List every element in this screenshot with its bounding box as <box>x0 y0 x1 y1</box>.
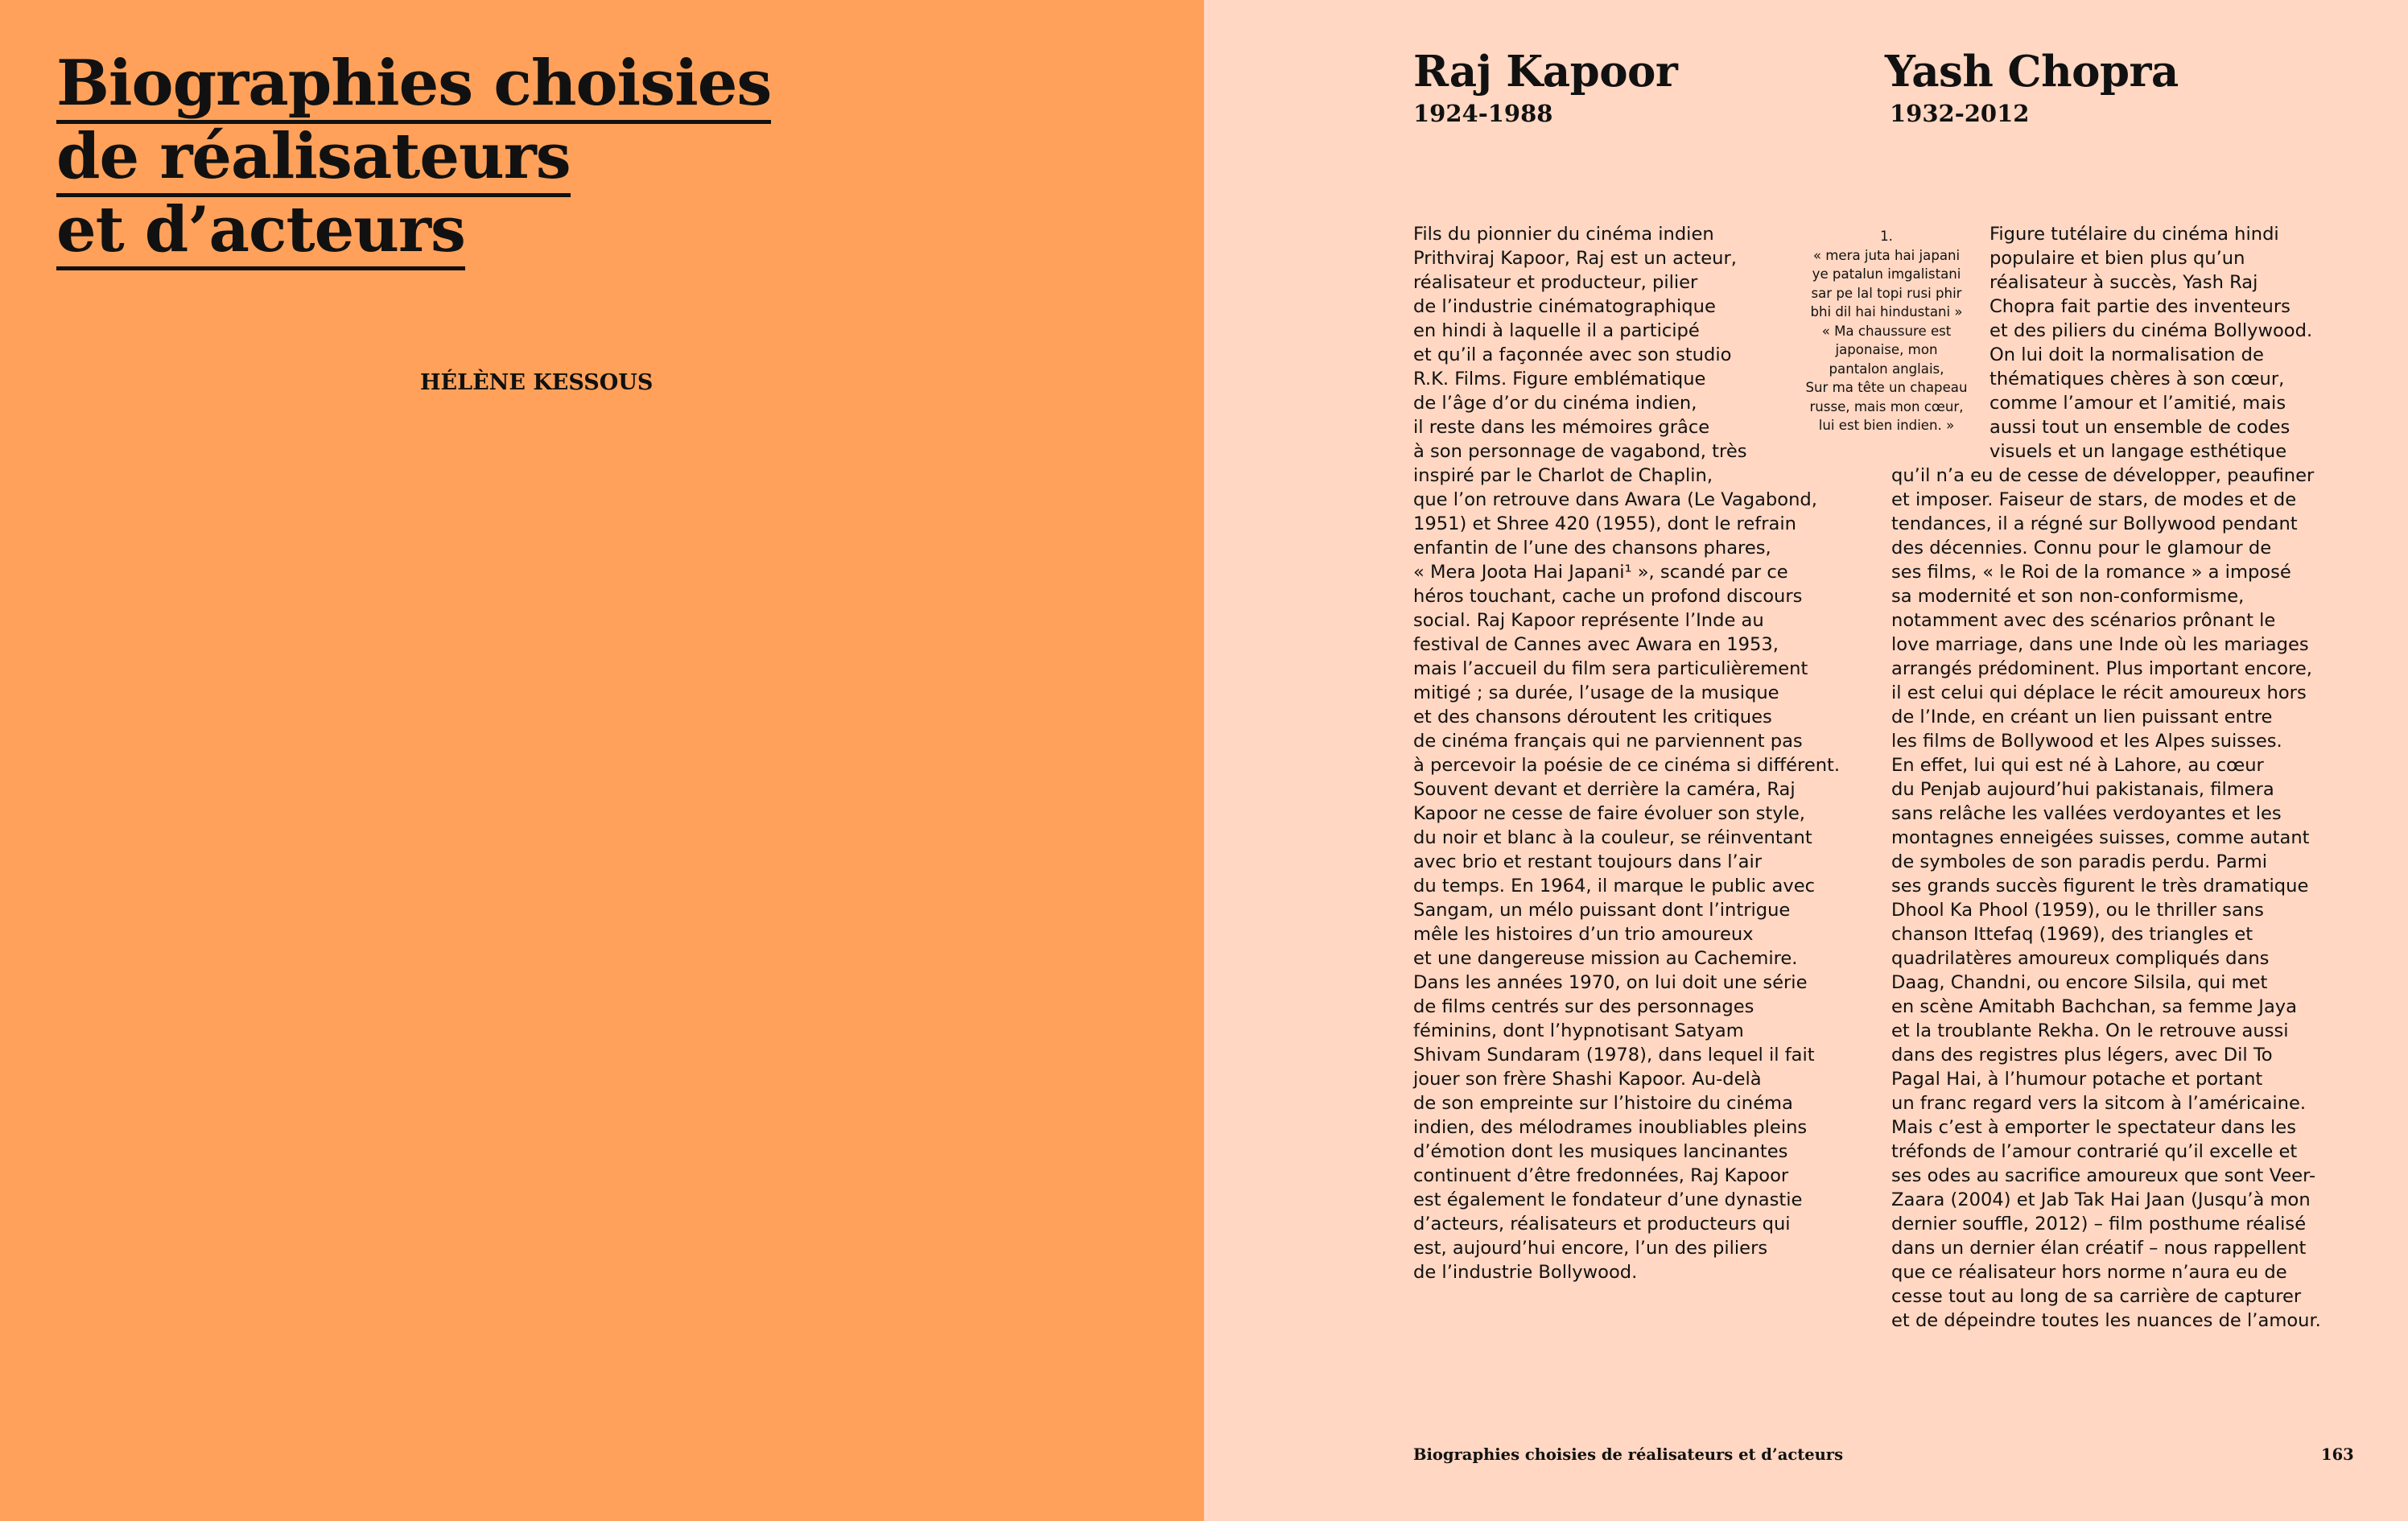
text-line: féminins, dont l’hypnotisant Satyam <box>1413 1020 1744 1041</box>
text-line: arrangés prédominent. Plus important encore, <box>1891 658 2312 679</box>
text-line: et de dépeindre toutes les nuances de l’amour. <box>1891 1310 2321 1331</box>
footnote-line: bhi dil hai hindustani » <box>1810 304 1963 319</box>
text-line: du Penjab aujourd’hui pakistanais, filmera <box>1891 779 2274 800</box>
text-line: chanson Ittefaq (1969), des triangles et <box>1891 924 2253 945</box>
yash-chopra-biography-intro <box>1989 222 2312 464</box>
yash-chopra-name: Yash Chopra <box>1885 47 2179 97</box>
text-line: festival de Cannes avec Awara en 1953, <box>1413 634 1779 655</box>
text-line: du temps. En 1964, il marque le public avec <box>1413 876 1816 897</box>
text-line: du noir et blanc à la couleur, se réinventant <box>1413 827 1812 848</box>
running-footer: Biographies choisies de réalisateurs et d’acteurs <box>1413 1445 1844 1464</box>
raj-kapoor-dates: 1924-1988 <box>1413 100 1553 127</box>
text-line: Sangam, un mélo puissant dont l’intrigue <box>1413 900 1791 921</box>
yash-chopra-dates: 1932-2012 <box>1890 100 2030 127</box>
main-title <box>56 47 771 266</box>
text-line: On lui doit la normalisation de <box>1989 344 2264 365</box>
text-line: Shivam Sundaram (1978), dans lequel il fait <box>1413 1045 1815 1066</box>
text-line: Pagal Hai, à l’humour potache et portant <box>1891 1069 2263 1090</box>
text-line: mais l’accueil du film sera particulièrement <box>1413 658 1808 679</box>
text-line: indien, des mélodrames inoubliables pleins <box>1413 1117 1808 1138</box>
text-line: que ce réalisateur hors norme n’aura eu de <box>1891 1262 2287 1283</box>
text-line: d’émotion dont les musiques lancinantes <box>1413 1141 1788 1162</box>
text-line: Chopra fait partie des inventeurs <box>1989 296 2290 317</box>
text-line: un franc regard vers la sitcom à l’américaine. <box>1891 1093 2307 1114</box>
text-line: tréfonds de l’amour contrarié qu’il excelle et <box>1891 1141 2298 1162</box>
text-line: et la troublante Rekha. On le retrouve aussi <box>1891 1020 2289 1041</box>
text-line: notamment avec des scénarios prônant le <box>1891 610 2276 631</box>
text-line: en scène Amitabh Bachchan, sa femme Jaya <box>1891 996 2298 1017</box>
text-line: montagnes enneigées suisses, comme autant <box>1891 827 2310 848</box>
text-line: réalisateur à succès, Yash Raj <box>1989 272 2258 293</box>
text-line: sans relâche les vallées verdoyantes et les <box>1891 803 2282 824</box>
text-line: qu’il n’a eu de cesse de développer, peaufiner <box>1891 465 2315 486</box>
text-line: enfantin de l’une des chansons phares, <box>1413 538 1771 559</box>
text-line: jouer son frère Shashi Kapoor. Au-delà <box>1413 1069 1762 1090</box>
text-line: ses films, « le Roi de la romance » a imposé <box>1891 562 2291 583</box>
text-line: ses odes au sacrifice amoureux que sont Veer- <box>1891 1165 2316 1186</box>
text-line: mêle les histoires d’un trio amoureux <box>1413 924 1754 945</box>
text-line: de cinéma français qui ne parviennent pas <box>1413 731 1803 752</box>
text-line: thématiques chères à son cœur, <box>1989 369 2285 390</box>
text-line: cesse tout au long de sa carrière de capturer <box>1891 1286 2302 1307</box>
text-line: de l’Inde, en créant un lien puissant entre <box>1891 707 2273 728</box>
text-line: et imposer. Faiseur de stars, de modes et de <box>1891 489 2297 510</box>
text-line: Fils du pionnier du cinéma indien <box>1413 224 1714 245</box>
footnote <box>1790 227 1983 435</box>
text-line: comme l’amour et l’amitié, mais <box>1989 393 2286 414</box>
text-line: à son personnage de vagabond, très <box>1413 441 1747 462</box>
footnote-line: 1. <box>1880 229 1893 244</box>
text-line: inspiré par le Charlot de Chaplin, <box>1413 465 1713 486</box>
text-line: et une dangereuse mission au Cachemire. <box>1413 948 1798 969</box>
footnote-line: russe, mais mon cœur, <box>1809 398 1964 414</box>
text-line: visuels et un langage esthétique <box>1989 441 2287 462</box>
text-line: sa modernité et son non-conformisme, <box>1891 586 2245 607</box>
text-line: de l’industrie Bollywood. <box>1413 1262 1638 1283</box>
footnote-line: « Ma chaussure est <box>1821 323 1952 339</box>
text-line: il reste dans les mémoires grâce <box>1413 417 1710 438</box>
text-line: Souvent devant et derrière la caméra, Raj <box>1413 779 1796 800</box>
text-line: Dhool Ka Phool (1959), ou le thriller sans <box>1891 900 2264 921</box>
footnote-line: Sur ma tête un chapeau <box>1805 380 1968 395</box>
text-line: social. Raj Kapoor représente l’Inde au <box>1413 610 1764 631</box>
text-line: et des piliers du cinéma Bollywood. <box>1989 320 2313 341</box>
text-line: et des chansons déroutent les critiques <box>1413 707 1772 728</box>
text-line: « Mera Joota Hai Japani¹ », scandé par ce <box>1413 562 1788 583</box>
footnote-line: lui est bien indien. » <box>1818 418 1955 433</box>
text-line: Kapoor ne cesse de faire évoluer son style, <box>1413 803 1805 824</box>
raj-kapoor-name: Raj Kapoor <box>1413 47 1678 97</box>
text-line: Figure tutélaire du cinéma hindi <box>1989 224 2279 245</box>
text-line: dans un dernier élan créatif – nous rappellent <box>1891 1238 2307 1259</box>
text-line: en hindi à laquelle il a participé <box>1413 320 1700 341</box>
text-line: réalisateur et producteur, pilier <box>1413 272 1698 293</box>
text-line: Dans les années 1970, on lui doit une série <box>1413 972 1808 993</box>
text-line: continuent d’être fredonnées, Raj Kapoor <box>1413 1165 1789 1186</box>
text-line: d’acteurs, réalisateurs et producteurs qui <box>1413 1214 1791 1235</box>
text-line: Mais c’est à emporter le spectateur dans les <box>1891 1117 2296 1138</box>
text-line: de l’industrie cinématographique <box>1413 296 1716 317</box>
text-line: Prithviraj Kapoor, Raj est un acteur, <box>1413 248 1737 269</box>
footnote-line: pantalon anglais, <box>1829 361 1944 377</box>
text-line: héros touchant, cache un profond discours <box>1413 586 1803 607</box>
footnote-line: « mera juta hai japani <box>1812 247 1961 263</box>
text-line: Zaara (2004) et Jab Tak Hai Jaan (Jusqu’à mon <box>1891 1189 2311 1210</box>
text-line: ses grands succès figurent le très dramatique <box>1891 876 2309 897</box>
text-line: à percevoir la poésie de ce cinéma si différent. <box>1413 755 1841 776</box>
text-line: les films de Bollywood et les Alpes suisses. <box>1891 731 2282 752</box>
text-line: love marriage, dans une Inde où les mariages <box>1891 634 2309 655</box>
text-line: mitigé ; sa durée, l’usage de la musique <box>1413 682 1779 703</box>
text-line: dans des registres plus légers, avec Dil To <box>1891 1045 2273 1066</box>
title-line: Biographies choisies <box>56 47 771 120</box>
text-line: quadrilatères amoureux compliqués dans <box>1891 948 2270 969</box>
author-name: HÉLÈNE KESSOUS <box>420 370 654 395</box>
yash-chopra-biography <box>1891 464 2321 1333</box>
footnote-line: ye patalun imgalistani <box>1812 266 1961 282</box>
text-line: 1951) et Shree 420 (1955), dont le refrain <box>1413 513 1796 534</box>
title-line: et d’acteurs <box>56 193 771 266</box>
text-line: avec brio et restant toujours dans l’air <box>1413 851 1763 872</box>
text-line: de symboles de son paradis perdu. Parmi <box>1891 851 2268 872</box>
text-line: est, aujourd’hui encore, l’un des piliers <box>1413 1238 1768 1259</box>
text-line: tendances, il a régné sur Bollywood pendant <box>1891 513 2298 534</box>
text-line: dernier souffle, 2012) – film posthume réalisé <box>1891 1214 2307 1235</box>
footnote-line: japonaise, mon <box>1835 342 1938 357</box>
page-number: 163 <box>2321 1445 2354 1464</box>
text-line: des décennies. Connu pour le glamour de <box>1891 538 2272 559</box>
title-line: de réalisateurs <box>56 120 771 193</box>
text-line: de films centrés sur des personnages <box>1413 996 1754 1017</box>
text-line: de l’âge d’or du cinéma indien, <box>1413 393 1697 414</box>
footnote-line: sar pe lal topi rusi phir <box>1811 285 1962 301</box>
raj-kapoor-biography <box>1413 222 1840 1284</box>
text-line: que l’on retrouve dans Awara (Le Vagabond, <box>1413 489 1817 510</box>
text-line: aussi tout un ensemble de codes <box>1989 417 2290 438</box>
text-line: est également le fondateur d’une dynastie <box>1413 1189 1803 1210</box>
text-line: En effet, lui qui est né à Lahore, au cœur <box>1891 755 2264 776</box>
text-line: il est celui qui déplace le récit amoureux hors <box>1891 682 2307 703</box>
text-line: populaire et bien plus qu’un <box>1989 248 2245 269</box>
text-line: Daag, Chandni, ou encore Silsila, qui met <box>1891 972 2268 993</box>
text-line: R.K. Films. Figure emblématique <box>1413 369 1706 390</box>
text-line: et qu’il a façonnée avec son studio <box>1413 344 1732 365</box>
text-line: de son empreinte sur l’histoire du cinéma <box>1413 1093 1793 1114</box>
